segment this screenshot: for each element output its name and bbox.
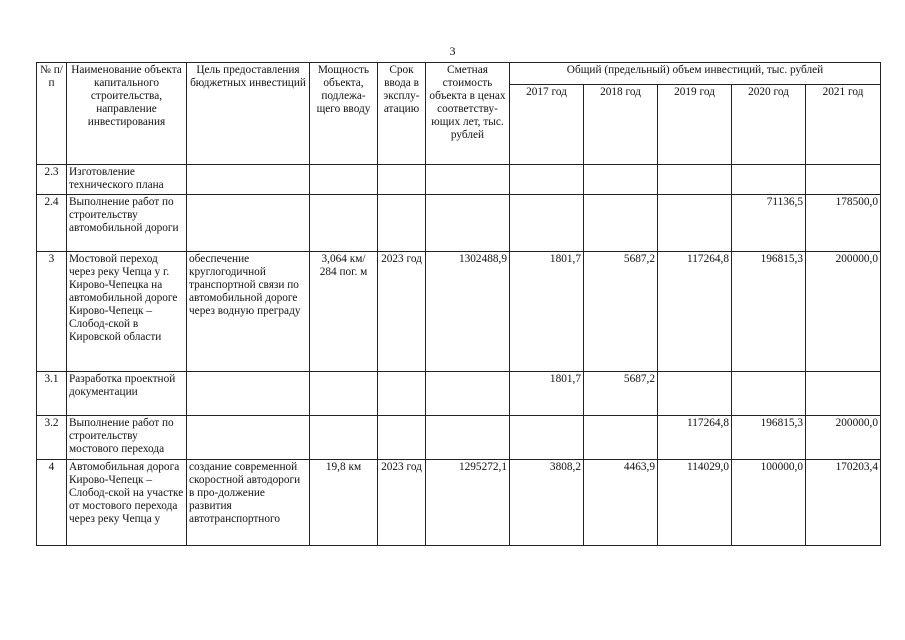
- row-name: Выполнение работ по строительству автомобильной дороги: [67, 195, 187, 252]
- row-estimate: 1302488,9: [426, 252, 510, 372]
- row-value-2021: 170203,4: [806, 460, 881, 546]
- row-value-2018: 5687,2: [584, 372, 658, 416]
- table-row: [37, 460, 881, 546]
- row-num: 3.2: [37, 416, 67, 460]
- header-num: № п/п: [37, 63, 67, 165]
- row-goal: [187, 416, 310, 460]
- investment-table: [36, 62, 881, 546]
- row-estimate: [426, 416, 510, 460]
- row-name: Изготовление технического плана: [67, 165, 187, 195]
- header-year-2021: 2021 год: [806, 85, 881, 165]
- row-value-2020: 196815,3: [732, 416, 806, 460]
- row-value-2017: 1801,7: [510, 372, 584, 416]
- row-value-2017: 1801,7: [510, 252, 584, 372]
- header-year-2017: 2017 год: [510, 85, 584, 165]
- row-goal: обеспечение круглогодичной транспортной связи по автомобильной дороге через водную преграду: [187, 252, 310, 372]
- row-value-2019: [658, 195, 732, 252]
- row-goal: создание современной скоростной автодороги в про-должение развития автотранспортного: [187, 460, 310, 546]
- row-estimate: [426, 165, 510, 195]
- row-value-2019: 117264,8: [658, 416, 732, 460]
- page-number: 3: [449, 44, 456, 58]
- row-value-2018: 5687,2: [584, 252, 658, 372]
- row-capacity: [310, 165, 378, 195]
- row-value-2020: 71136,5: [732, 195, 806, 252]
- row-name: Выполнение работ по строительству мостового перехода: [67, 416, 187, 460]
- row-value-2021: [806, 372, 881, 416]
- row-value-2020: 100000,0: [732, 460, 806, 546]
- row-value-2021: 200000,0: [806, 416, 881, 460]
- row-goal: [187, 195, 310, 252]
- row-capacity: [310, 195, 378, 252]
- row-value-2020: [732, 165, 806, 195]
- table-row: [37, 416, 881, 460]
- header-year-2019: 2019 год: [658, 85, 732, 165]
- header-capacity: Мощность объекта, подлежа-щего вводу: [310, 63, 378, 165]
- row-value-2020: 196815,3: [732, 252, 806, 372]
- row-value-2018: [584, 195, 658, 252]
- row-capacity: 19,8 км: [310, 460, 378, 546]
- row-value-2018: [584, 165, 658, 195]
- table-row: [37, 165, 881, 195]
- table-row: [37, 195, 881, 252]
- row-value-2019: [658, 165, 732, 195]
- row-num: 3.1: [37, 372, 67, 416]
- row-num: 2.3: [37, 165, 67, 195]
- row-term: 2023 год: [378, 252, 426, 372]
- row-estimate: [426, 372, 510, 416]
- row-value-2019: [658, 372, 732, 416]
- row-term: [378, 372, 426, 416]
- row-name: Автомобильная дорога Кирово-Чепецк – Слобод-ской на участке от мостового перехода через реку Чепца у: [67, 460, 187, 546]
- row-value-2017: [510, 416, 584, 460]
- table-row: [37, 252, 881, 372]
- row-value-2020: [732, 372, 806, 416]
- row-value-2021: 178500,0: [806, 195, 881, 252]
- row-estimate: 1295272,1: [426, 460, 510, 546]
- header-name: Наименование объекта капитального строительства, направление инвестирования: [67, 63, 187, 165]
- header-year-2018: 2018 год: [584, 85, 658, 165]
- row-num: 4: [37, 460, 67, 546]
- row-value-2017: [510, 165, 584, 195]
- row-value-2021: [806, 165, 881, 195]
- row-value-2019: 117264,8: [658, 252, 732, 372]
- row-name: Разработка проектной документации: [67, 372, 187, 416]
- row-name: Мостовой переход через реку Чепца у г. Кирово-Чепецка на автомобильной дороге Кирово-Чепецк – Слобод-ской в Кировской области: [67, 252, 187, 372]
- row-value-2018: [584, 416, 658, 460]
- row-value-2019: 114029,0: [658, 460, 732, 546]
- row-goal: [187, 372, 310, 416]
- row-term: [378, 195, 426, 252]
- row-value-2018: 4463,9: [584, 460, 658, 546]
- row-goal: [187, 165, 310, 195]
- header-estimate: Сметная стоимость объекта в ценах соответству-ющих лет, тыс. рублей: [426, 63, 510, 165]
- row-num: 2.4: [37, 195, 67, 252]
- row-capacity: [310, 372, 378, 416]
- table-row: [37, 372, 881, 416]
- header-term: Срок ввода в эксплу-атацию: [378, 63, 426, 165]
- row-capacity: 3,064 км/ 284 пог. м: [310, 252, 378, 372]
- header-year-2020: 2020 год: [732, 85, 806, 165]
- header-total: Общий (предельный) объем инвестиций, тыс. рублей: [510, 63, 881, 85]
- row-value-2021: 200000,0: [806, 252, 881, 372]
- header-goal: Цель предоставления бюджетных инвестиций: [187, 63, 310, 165]
- row-term: [378, 165, 426, 195]
- row-term: 2023 год: [378, 460, 426, 546]
- row-value-2017: 3808,2: [510, 460, 584, 546]
- row-num: 3: [37, 252, 67, 372]
- row-term: [378, 416, 426, 460]
- row-capacity: [310, 416, 378, 460]
- row-estimate: [426, 195, 510, 252]
- row-value-2017: [510, 195, 584, 252]
